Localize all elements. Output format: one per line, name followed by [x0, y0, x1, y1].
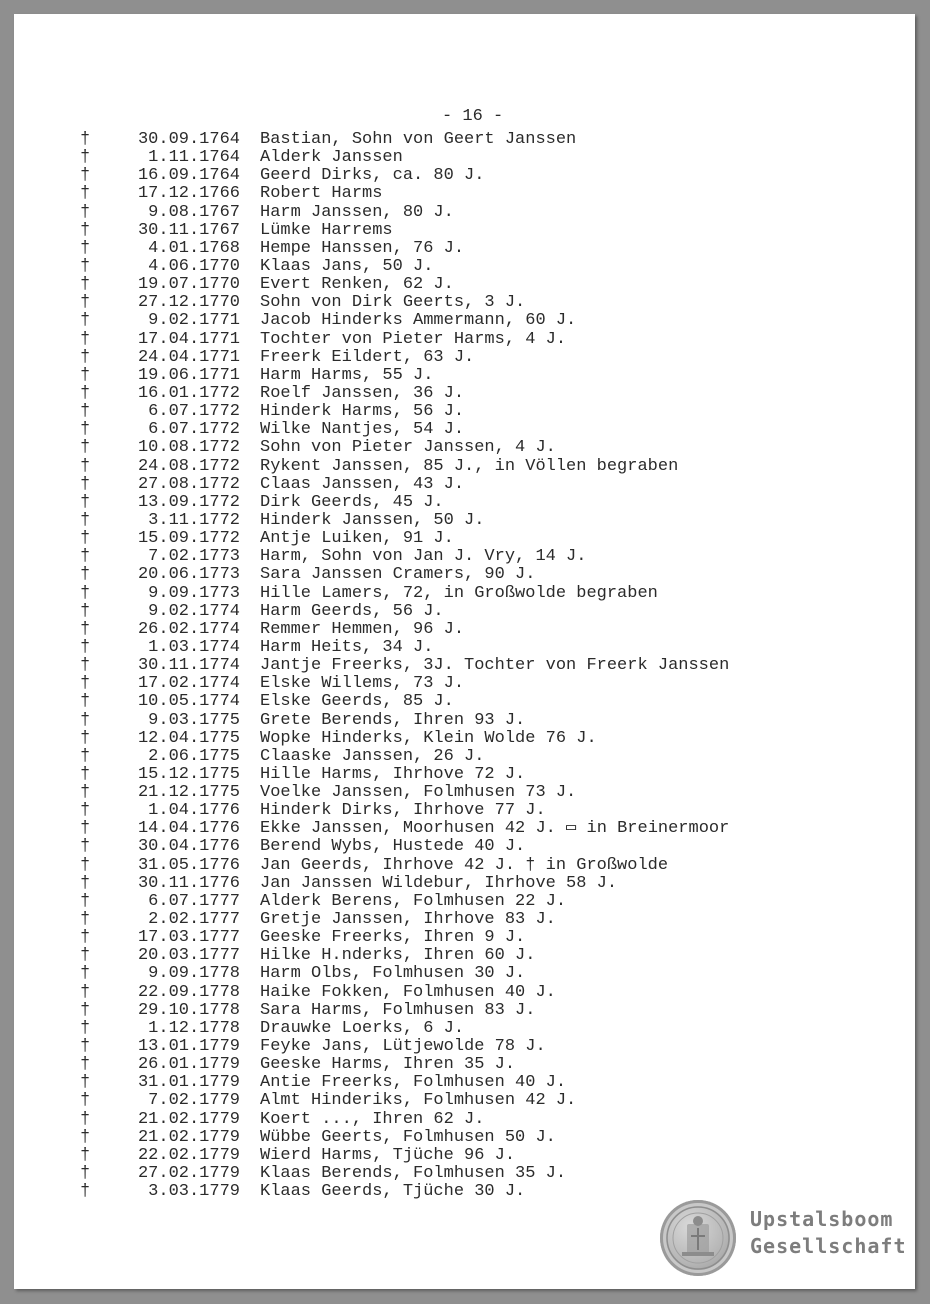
entry-date: 9.03.1775	[148, 710, 240, 730]
cross-icon: †	[80, 964, 91, 984]
list-item	[80, 222, 729, 240]
entry-date: 26.02.1774	[137, 619, 240, 639]
entry-text: Harm Heits, 34 J.	[260, 637, 434, 657]
entry-text: Jan Geerds, Ihrhove 42 J. † in Großwolde	[260, 855, 669, 875]
entry-date: 21.02.1779	[137, 1127, 240, 1147]
cross-icon: †	[80, 946, 91, 966]
cross-icon: †	[80, 601, 91, 621]
entry-text: Klaas Berends, Folmhusen 35 J.	[260, 1164, 567, 1184]
cross-icon: †	[80, 637, 91, 657]
entry-date: 2.02.1777	[148, 910, 240, 930]
society-logo	[660, 1200, 907, 1276]
entry-date: 1.03.1774	[148, 637, 240, 657]
list-item	[80, 421, 729, 439]
list-item	[80, 312, 729, 330]
list-item	[80, 657, 729, 675]
entry-text: Drauwke Loerks, 6 J.	[260, 1018, 465, 1038]
entry-text: Berend Wybs, Hustede 40 J.	[260, 837, 526, 857]
entry-date: 20.03.1777	[137, 946, 240, 966]
entry-text: Almt Hinderiks, Folmhusen 42 J.	[260, 1091, 577, 1111]
list-item	[80, 784, 729, 802]
entry-text: Wopke Hinderks, Klein Wolde 76 J.	[260, 728, 597, 748]
entry-date: 24.08.1772	[137, 456, 240, 476]
entry-date: 9.02.1774	[148, 601, 240, 621]
cross-icon: †	[80, 1109, 91, 1129]
entry-date: 27.08.1772	[137, 474, 240, 494]
entry-date: 16.09.1764	[137, 166, 240, 186]
cross-icon: †	[80, 256, 91, 276]
cross-icon: †	[80, 656, 91, 676]
cross-icon: †	[80, 383, 91, 403]
cross-icon: †	[80, 456, 91, 476]
list-item	[80, 965, 729, 983]
entry-date: 30.11.1767	[137, 220, 240, 240]
entry-date: 15.12.1775	[137, 764, 240, 784]
entry-text: Harm, Sohn von Jan J. Vry, 14 J.	[260, 547, 587, 567]
entry-date: 30.11.1774	[137, 656, 240, 676]
entry-text: Alderk Janssen	[260, 148, 403, 168]
cross-icon: †	[80, 1164, 91, 1184]
list-item	[80, 857, 729, 875]
entry-date: 12.04.1775	[137, 728, 240, 748]
entry-date: 1.11.1764	[148, 148, 240, 168]
list-item	[80, 875, 729, 893]
cross-icon: †	[80, 311, 91, 331]
entry-text: Wilke Nantjes, 54 J.	[260, 420, 465, 440]
cross-icon: †	[80, 474, 91, 494]
cross-icon: †	[80, 1091, 91, 1111]
society-name	[750, 1206, 907, 1260]
entry-date: 16.01.1772	[137, 383, 240, 403]
entry-date: 19.06.1771	[137, 365, 240, 385]
entry-date: 30.09.1764	[137, 130, 240, 149]
entry-text: Antie Freerks, Folmhusen 40 J.	[260, 1073, 567, 1093]
list-item	[80, 530, 729, 548]
cross-icon: †	[80, 891, 91, 911]
entry-text: Hinderk Janssen, 50 J.	[260, 510, 485, 530]
entry-date: 3.11.1772	[148, 510, 240, 530]
entry-text: Sohn von Pieter Janssen, 4 J.	[260, 438, 556, 458]
list-item	[80, 294, 729, 312]
entry-text: Grete Berends, Ihren 93 J.	[260, 710, 526, 730]
entry-text: Sohn von Dirk Geerts, 3 J.	[260, 293, 526, 313]
cross-icon: †	[80, 1073, 91, 1093]
list-item	[80, 712, 729, 730]
list-item	[80, 240, 729, 258]
entry-date: 13.09.1772	[137, 492, 240, 512]
list-item	[80, 1002, 729, 1020]
list-item	[80, 1147, 729, 1165]
entry-text: Geerd Dirks, ca. 80 J.	[260, 166, 485, 186]
cross-icon: †	[80, 855, 91, 875]
entry-date: 17.04.1771	[137, 329, 240, 349]
entry-text: Koert ..., Ihren 62 J.	[260, 1109, 485, 1129]
entry-text: Claas Janssen, 43 J.	[260, 474, 465, 494]
cross-icon: †	[80, 764, 91, 784]
list-item	[80, 820, 729, 838]
entry-date: 1.04.1776	[148, 801, 240, 821]
entry-text: Voelke Janssen, Folmhusen 73 J.	[260, 783, 577, 803]
cross-icon: †	[80, 166, 91, 186]
cross-icon: †	[80, 837, 91, 857]
cross-icon: †	[80, 783, 91, 803]
entry-text: Elske Geerds, 85 J.	[260, 692, 454, 712]
cross-icon: †	[80, 1000, 91, 1020]
list-item	[80, 1074, 729, 1092]
entry-text: Harm Harms, 55 J.	[260, 365, 434, 385]
entry-text: Freerk Eildert, 63 J.	[260, 347, 475, 367]
list-item	[80, 548, 729, 566]
cross-icon: †	[80, 710, 91, 730]
list-item	[80, 802, 729, 820]
entry-date: 7.02.1779	[148, 1091, 240, 1111]
entry-date: 1.12.1778	[148, 1018, 240, 1038]
cross-icon: †	[80, 347, 91, 367]
entry-text: Hinderk Harms, 56 J.	[260, 402, 465, 422]
cross-icon: †	[80, 547, 91, 567]
list-item	[80, 494, 729, 512]
entry-date: 31.05.1776	[137, 855, 240, 875]
list-item	[80, 603, 729, 621]
cross-icon: †	[80, 293, 91, 313]
cross-icon: †	[80, 928, 91, 948]
cross-icon: †	[80, 674, 91, 694]
list-item	[80, 838, 729, 856]
cross-icon: †	[80, 492, 91, 512]
entry-text: Dirk Geerds, 45 J.	[260, 492, 444, 512]
entry-text: Lümke Harrems	[260, 220, 393, 240]
list-item	[80, 730, 729, 748]
entry-date: 3.03.1779	[148, 1182, 240, 1202]
list-item	[80, 1056, 729, 1074]
entry-text: Robert Harms	[260, 184, 383, 204]
list-item	[80, 1020, 729, 1038]
entry-date: 26.01.1779	[137, 1055, 240, 1075]
cross-icon: †	[80, 1018, 91, 1038]
society-name-line1: Upstalsboom	[750, 1207, 894, 1231]
entry-date: 14.04.1776	[137, 819, 240, 839]
entry-text: Klaas Geerds, Tjüche 30 J.	[260, 1182, 526, 1202]
entry-text: Claaske Janssen, 26 J.	[260, 746, 485, 766]
entry-text: Gretje Janssen, Ihrhove 83 J.	[260, 910, 556, 930]
cross-icon: †	[80, 1055, 91, 1075]
list-item	[80, 204, 729, 222]
cross-icon: †	[80, 619, 91, 639]
list-item	[80, 349, 729, 367]
seal-icon	[660, 1200, 736, 1276]
list-item	[80, 167, 729, 185]
list-item	[80, 1092, 729, 1110]
list-item	[80, 675, 729, 693]
entry-date: 19.07.1770	[137, 275, 240, 295]
cross-icon: †	[80, 510, 91, 530]
entry-text: Klaas Jans, 50 J.	[260, 256, 434, 276]
cross-icon: †	[80, 202, 91, 222]
entry-date: 6.07.1777	[148, 891, 240, 911]
entry-text: Harm Janssen, 80 J.	[260, 202, 454, 222]
entry-text: Hinderk Dirks, Ihrhove 77 J.	[260, 801, 546, 821]
list-item	[80, 585, 729, 603]
entry-text: Wierd Harms, Tjüche 96 J.	[260, 1145, 516, 1165]
cross-icon: †	[80, 420, 91, 440]
list-item	[80, 512, 729, 530]
cross-icon: †	[80, 565, 91, 585]
entry-text: Remmer Hemmen, 96 J.	[260, 619, 465, 639]
entry-date: 13.01.1779	[137, 1037, 240, 1057]
entry-date: 15.09.1772	[137, 529, 240, 549]
list-item	[80, 1111, 729, 1129]
cross-icon: †	[80, 1037, 91, 1057]
list-item	[80, 476, 729, 494]
entry-date: 4.06.1770	[148, 256, 240, 276]
cross-icon: †	[80, 1182, 91, 1202]
entry-text: Jan Janssen Wildebur, Ihrhove 58 J.	[260, 873, 618, 893]
entry-date: 9.08.1767	[148, 202, 240, 222]
list-item	[80, 929, 729, 947]
entry-date: 24.04.1771	[137, 347, 240, 367]
list-item	[80, 947, 729, 965]
cross-icon: †	[80, 982, 91, 1002]
entry-date: 9.09.1778	[148, 964, 240, 984]
society-name-line2: Gesellschaft	[750, 1234, 907, 1258]
list-item	[80, 566, 729, 584]
entry-text: Sara Harms, Folmhusen 83 J.	[260, 1000, 536, 1020]
entry-text: Jantje Freerks, 3J. Tochter von Freerk Janssen	[260, 656, 730, 676]
entry-text: Bastian, Sohn von Geert Janssen	[260, 130, 577, 149]
entry-date: 17.02.1774	[137, 674, 240, 694]
cross-icon: †	[80, 220, 91, 240]
entry-text: Haike Fokken, Folmhusen 40 J.	[260, 982, 556, 1002]
entry-text: Hille Lamers, 72, in Großwolde begraben	[260, 583, 658, 603]
entry-date: 9.02.1771	[148, 311, 240, 331]
entry-date: 21.12.1775	[137, 783, 240, 803]
entry-text: Harm Olbs, Folmhusen 30 J.	[260, 964, 526, 984]
entry-text: Hilke H.nderks, Ihren 60 J.	[260, 946, 536, 966]
entry-text: Roelf Janssen, 36 J.	[260, 383, 465, 403]
list-item	[80, 693, 729, 711]
cross-icon: †	[80, 275, 91, 295]
entry-date: 10.08.1772	[137, 438, 240, 458]
list-item	[80, 367, 729, 385]
entry-text: Tochter von Pieter Harms, 4 J.	[260, 329, 567, 349]
list-item	[80, 766, 729, 784]
entry-text: Alderk Berens, Folmhusen 22 J.	[260, 891, 567, 911]
entry-date: 6.07.1772	[148, 420, 240, 440]
cross-icon: †	[80, 438, 91, 458]
entry-text: Feyke Jans, Lütjewolde 78 J.	[260, 1037, 546, 1057]
entry-date: 20.06.1773	[137, 565, 240, 585]
list-item	[80, 258, 729, 276]
entry-date: 31.01.1779	[137, 1073, 240, 1093]
cross-icon: †	[80, 329, 91, 349]
entry-date: 9.09.1773	[148, 583, 240, 603]
entry-text: Hempe Hanssen, 76 J.	[260, 238, 465, 258]
page-number: - 16 -	[442, 107, 504, 126]
death-register-list	[80, 131, 729, 1201]
list-item	[80, 893, 729, 911]
cross-icon: †	[80, 1127, 91, 1147]
list-item	[80, 439, 729, 457]
entry-text: Ekke Janssen, Moorhusen 42 J. ▭ in Breinermoor	[260, 819, 730, 839]
list-item	[80, 331, 729, 349]
document-page	[14, 14, 915, 1289]
list-item	[80, 748, 729, 766]
entry-date: 27.12.1770	[137, 293, 240, 313]
list-item	[80, 385, 729, 403]
list-item	[80, 403, 729, 421]
entry-date: 4.01.1768	[148, 238, 240, 258]
entry-text: Hille Harms, Ihrhove 72 J.	[260, 764, 526, 784]
cross-icon: †	[80, 130, 91, 149]
list-item	[80, 1165, 729, 1183]
cross-icon: †	[80, 873, 91, 893]
entry-date: 17.12.1766	[137, 184, 240, 204]
cross-icon: †	[80, 746, 91, 766]
entry-text: Rykent Janssen, 85 J., in Völlen begraben	[260, 456, 679, 476]
entry-text: Wübbe Geerts, Folmhusen 50 J.	[260, 1127, 556, 1147]
entry-text: Elske Willems, 73 J.	[260, 674, 465, 694]
entry-text: Harm Geerds, 56 J.	[260, 601, 444, 621]
entry-text: Geeske Freerks, Ihren 9 J.	[260, 928, 526, 948]
list-item	[80, 911, 729, 929]
cross-icon: †	[80, 583, 91, 603]
cross-icon: †	[80, 238, 91, 258]
list-item	[80, 458, 729, 476]
entry-text: Antje Luiken, 91 J.	[260, 529, 454, 549]
list-item	[80, 149, 729, 167]
list-item	[80, 1038, 729, 1056]
entry-date: 21.02.1779	[137, 1109, 240, 1129]
cross-icon: †	[80, 184, 91, 204]
cross-icon: †	[80, 529, 91, 549]
entry-text: Sara Janssen Cramers, 90 J.	[260, 565, 536, 585]
entry-text: Geeske Harms, Ihren 35 J.	[260, 1055, 516, 1075]
list-item	[80, 621, 729, 639]
entry-text: Evert Renken, 62 J.	[260, 275, 454, 295]
entry-date: 2.06.1775	[148, 746, 240, 766]
entry-date: 7.02.1773	[148, 547, 240, 567]
list-item	[80, 639, 729, 657]
cross-icon: †	[80, 402, 91, 422]
list-item	[80, 276, 729, 294]
entry-date: 10.05.1774	[137, 692, 240, 712]
cross-icon: †	[80, 1145, 91, 1165]
cross-icon: †	[80, 910, 91, 930]
cross-icon: †	[80, 692, 91, 712]
cross-icon: †	[80, 365, 91, 385]
entry-text: Jacob Hinderks Ammermann, 60 J.	[260, 311, 577, 331]
list-item	[80, 131, 729, 149]
entry-date: 22.09.1778	[137, 982, 240, 1002]
cross-icon: †	[80, 819, 91, 839]
entry-date: 27.02.1779	[137, 1164, 240, 1184]
entry-date: 17.03.1777	[137, 928, 240, 948]
list-item	[80, 1183, 729, 1201]
entry-date: 30.11.1776	[137, 873, 240, 893]
entry-date: 6.07.1772	[148, 402, 240, 422]
entry-date: 29.10.1778	[137, 1000, 240, 1020]
entry-date: 30.04.1776	[137, 837, 240, 857]
cross-icon: †	[80, 801, 91, 821]
cross-icon: †	[80, 148, 91, 168]
cross-icon: †	[80, 728, 91, 748]
entry-date: 22.02.1779	[137, 1145, 240, 1165]
list-item	[80, 1129, 729, 1147]
list-item	[80, 984, 729, 1002]
list-item	[80, 185, 729, 203]
